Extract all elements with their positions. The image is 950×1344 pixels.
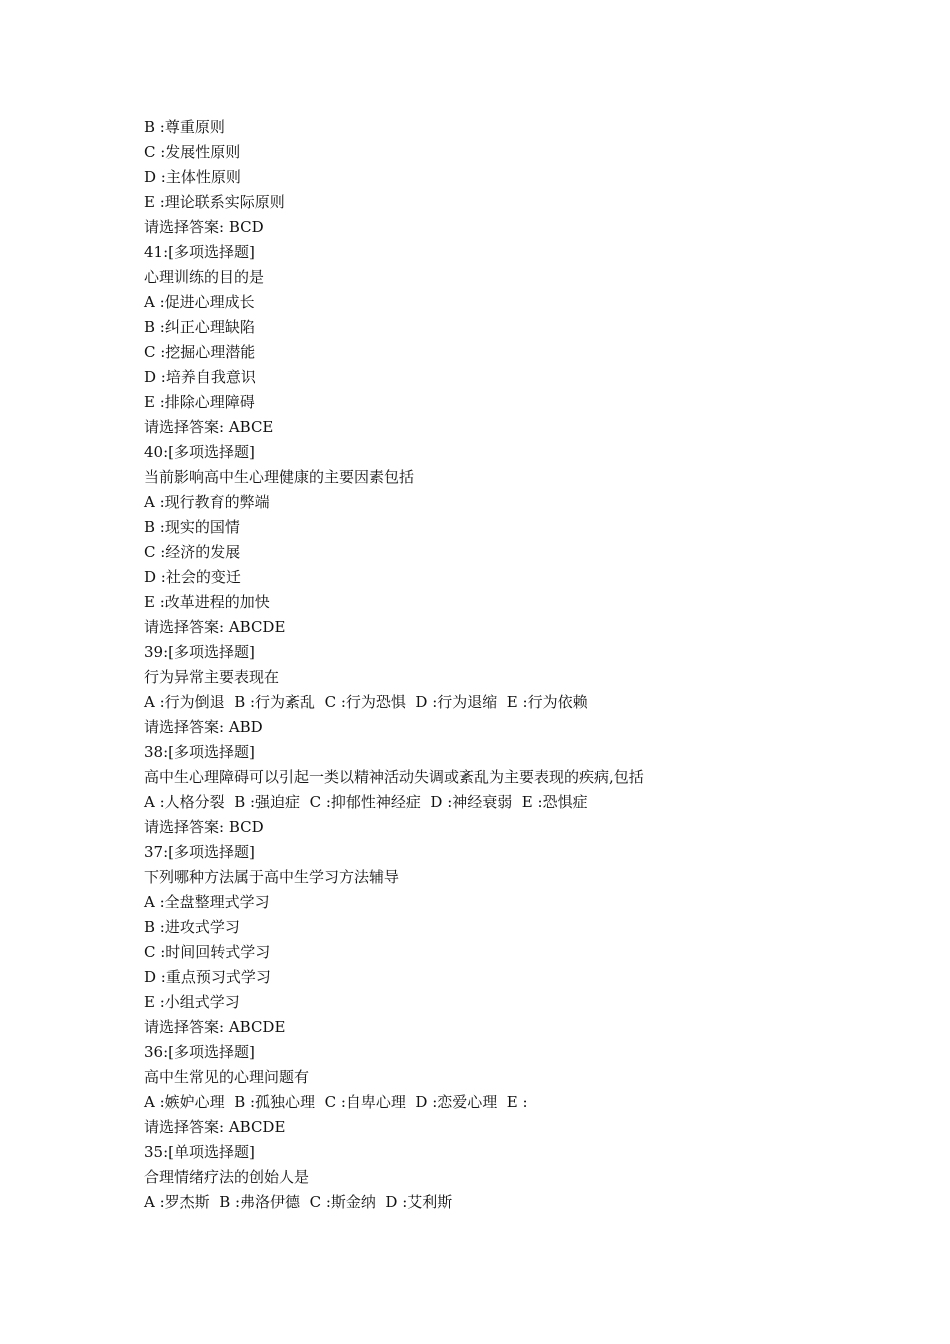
- answer-line: 请选择答案: BCD: [144, 818, 264, 836]
- question-list: [144, 115, 844, 1215]
- answer-line: 请选择答案: ABD: [144, 718, 263, 736]
- question-text: 行为异常主要表现在: [144, 668, 280, 686]
- option-c: C :时间回转式学习: [144, 943, 271, 961]
- options-inline: A :行为倒退 B :行为紊乱 C :行为恐惧 D :行为退缩 E :行为依赖: [144, 693, 588, 711]
- option-d: D :主体性原则: [144, 168, 241, 186]
- options-inline: A :人格分裂 B :强迫症 C :抑郁性神经症 D :神经衰弱 E :恐惧症: [144, 793, 588, 811]
- option-b: B :现实的国情: [144, 518, 240, 536]
- answer-line: 请选择答案: BCD: [144, 218, 264, 236]
- option-d: D :重点预习式学习: [144, 968, 271, 986]
- option-d: D :培养自我意识: [144, 368, 256, 386]
- question-text: 下列哪种方法属于高中生学习方法辅导: [144, 868, 400, 886]
- option-e: E :小组式学习: [144, 993, 240, 1011]
- question-number: 36:[多项选择题]: [144, 1043, 255, 1061]
- question-number: 41:[多项选择题]: [144, 243, 255, 261]
- option-c: C :挖掘心理潜能: [144, 343, 256, 361]
- option-b: B :进攻式学习: [144, 918, 240, 936]
- question-text: 心理训练的目的是: [144, 268, 265, 286]
- option-e: E :排除心理障碍: [144, 393, 255, 411]
- option-b: B :尊重原则: [144, 118, 225, 136]
- option-c: C :发展性原则: [144, 143, 241, 161]
- option-e: E :改革进程的加快: [144, 593, 270, 611]
- question-number: 37:[多项选择题]: [144, 843, 255, 861]
- answer-line: 请选择答案: ABCDE: [144, 618, 286, 636]
- option-d: D :社会的变迁: [144, 568, 241, 586]
- question-number: 39:[多项选择题]: [144, 643, 255, 661]
- question-number: 35:[单项选择题]: [144, 1143, 255, 1161]
- option-a: A :促进心理成长: [144, 293, 255, 311]
- answer-line: 请选择答案: ABCDE: [144, 1118, 286, 1136]
- question-text: 当前影响高中生心理健康的主要因素包括: [144, 468, 415, 486]
- question-number: 40:[多项选择题]: [144, 443, 255, 461]
- option-a: A :全盘整理式学习: [144, 893, 270, 911]
- answer-line: 请选择答案: ABCDE: [144, 1018, 286, 1036]
- answer-line: 请选择答案: ABCE: [144, 418, 274, 436]
- options-inline: A :嫉妒心理 B :孤独心理 C :自卑心理 D :恋爱心理 E :: [144, 1093, 528, 1111]
- question-number: 38:[多项选择题]: [144, 743, 255, 761]
- option-b: B :纠正心理缺陷: [144, 318, 255, 336]
- options-inline: A :罗杰斯 B :弗洛伊德 C :斯金纳 D :艾利斯: [144, 1193, 453, 1211]
- question-text: 合理情绪疗法的创始人是: [144, 1168, 310, 1186]
- option-e: E :理论联系实际原则: [144, 193, 285, 211]
- question-text: 高中生心理障碍可以引起一类以精神活动失调或紊乱为主要表现的疾病,包括: [144, 768, 644, 786]
- option-a: A :现行教育的弊端: [144, 493, 270, 511]
- option-c: C :经济的发展: [144, 543, 241, 561]
- question-text: 高中生常见的心理问题有: [144, 1068, 310, 1086]
